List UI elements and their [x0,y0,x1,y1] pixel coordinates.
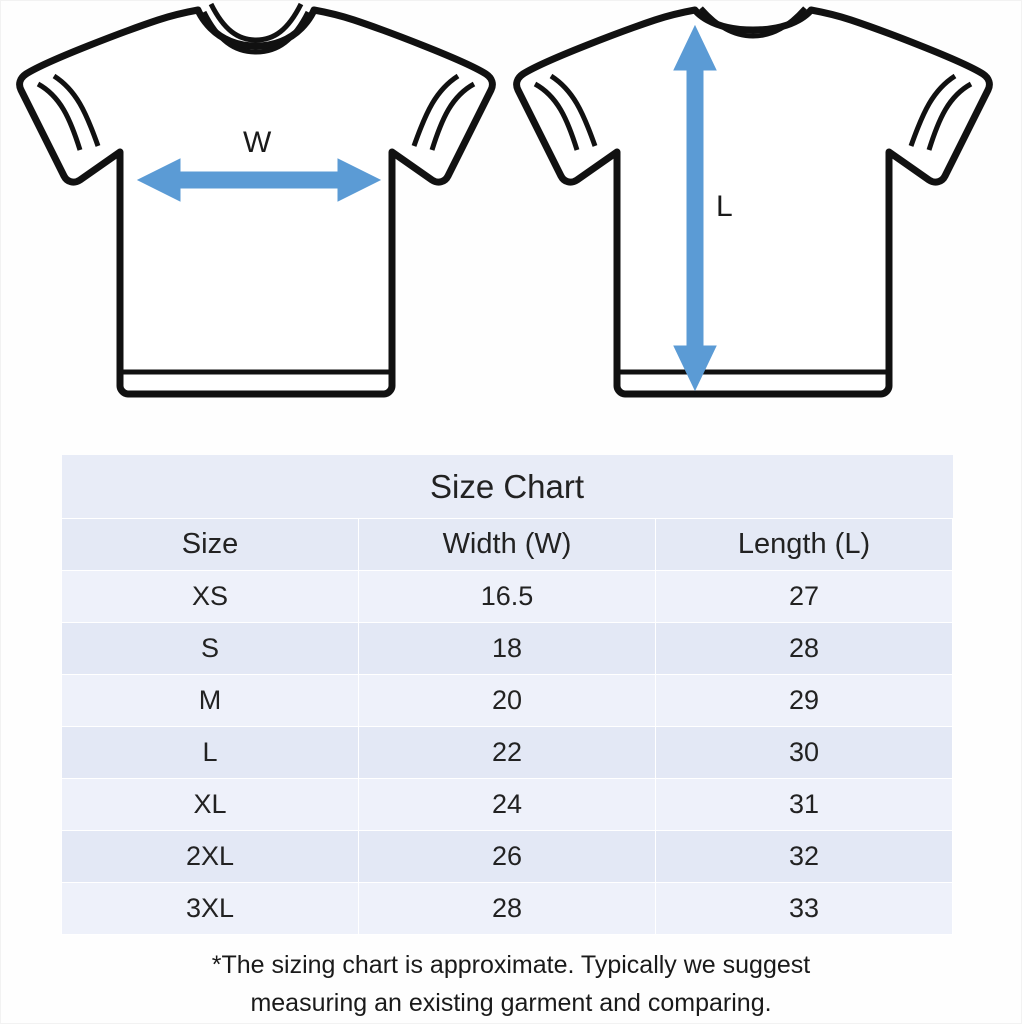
cell-length: 30 [656,727,953,779]
cell-size: 3XL [62,883,359,935]
cell-length: 32 [656,831,953,883]
cell-size: 2XL [62,831,359,883]
size-chart-table-wrap [61,455,952,935]
column-header-size: Size [62,519,359,571]
table-row [62,883,953,935]
t-shirt-front-icon [8,0,508,420]
cell-size: S [62,623,359,675]
t-shirt-back-icon [505,0,1005,420]
table-title: Size Chart [62,455,953,519]
cell-width: 28 [359,883,656,935]
table-row [62,623,953,675]
footnote-line-2: measuring an existing garment and comparing. [250,989,772,1017]
shirt-illustrations [0,0,1022,430]
footnote-line-1: *The sizing chart is approximate. Typically we suggest [211,951,811,979]
cell-length: 28 [656,623,953,675]
table-row [62,779,953,831]
table-row [62,571,953,623]
cell-size: XS [62,571,359,623]
table-title-row [62,455,953,519]
footnote [0,946,1022,1022]
cell-width: 20 [359,675,656,727]
cell-length: 33 [656,883,953,935]
cell-size: XL [62,779,359,831]
cell-length: 29 [656,675,953,727]
cell-width: 22 [359,727,656,779]
cell-length: 31 [656,779,953,831]
table-row [62,675,953,727]
width-label: W [243,126,272,159]
column-header-width: Width (W) [359,519,656,571]
cell-size: M [62,675,359,727]
size-chart-table [61,455,953,935]
cell-size: L [62,727,359,779]
cell-width: 16.5 [359,571,656,623]
table-row [62,831,953,883]
cell-width: 26 [359,831,656,883]
length-label: L [716,190,733,223]
column-header-length: Length (L) [656,519,953,571]
cell-width: 18 [359,623,656,675]
cell-length: 27 [656,571,953,623]
table-row [62,727,953,779]
cell-width: 24 [359,779,656,831]
table-header-row [62,519,953,571]
